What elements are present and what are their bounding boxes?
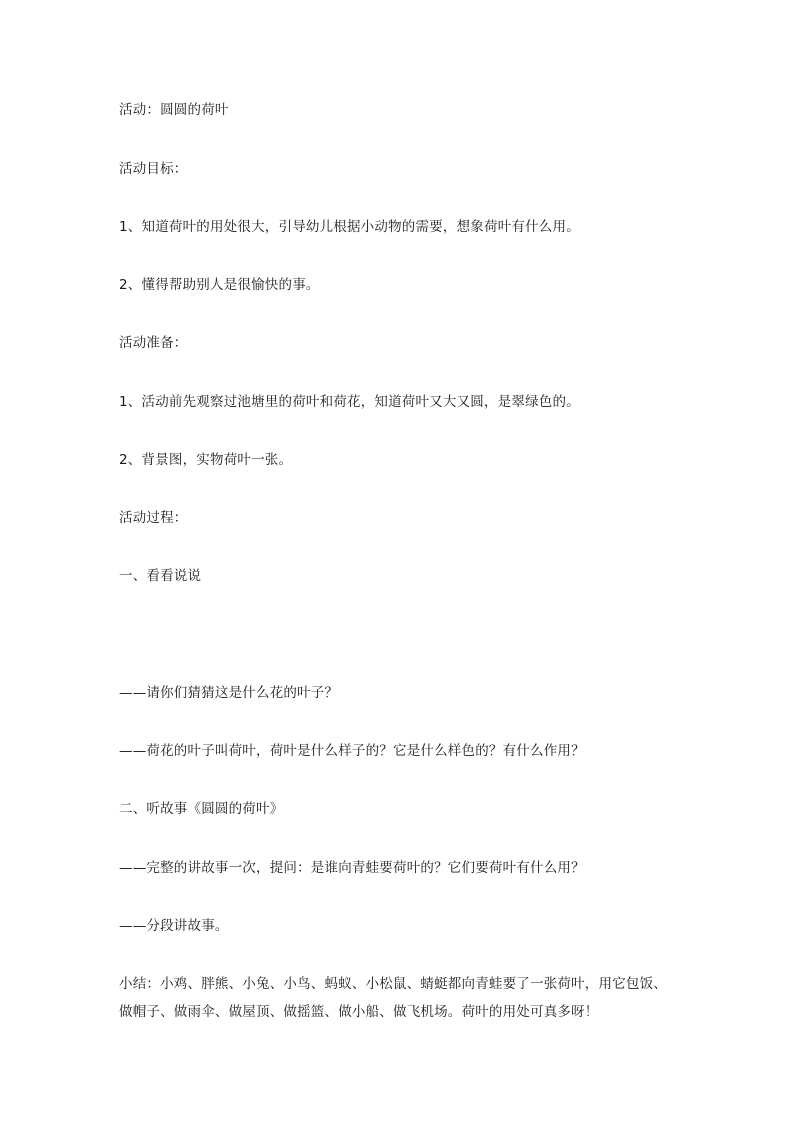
step-2-question-2: ——分段讲故事。 (119, 918, 229, 934)
goal-item-2: 2、懂得帮助别人是很愉快的事。 (119, 277, 320, 293)
step-2-heading: 二、听故事《圆圆的荷叶》 (119, 801, 284, 817)
goal-item-1: 1、知道荷叶的用处很大，引导幼儿根据小动物的需要，想象荷叶有什么用。 (119, 219, 580, 235)
step-1-question-1: ——请你们猜猜这是什么花的叶子？ (119, 685, 339, 701)
process-heading: 活动过程： (119, 510, 188, 526)
step-1-heading: 一、看看说说 (119, 568, 202, 584)
goals-heading: 活动目标： (119, 161, 188, 177)
summary-paragraph (119, 970, 679, 1026)
summary-line-1: 小结：小鸡、胖熊、小兔、小鸟、蚂蚁、小松鼠、蜻蜓都向青蛙要了一张荷叶，用它包饭、 (119, 976, 667, 992)
document-title: 活动：圆圆的荷叶 (119, 102, 229, 118)
prep-item-2: 2、背景图，实物荷叶一张。 (119, 452, 293, 468)
step-2-question-1: ——完整的讲故事一次，提问：是谁向青蛙要荷叶的？它们要荷叶有什么用？ (119, 860, 585, 876)
prep-heading: 活动准备： (119, 335, 188, 351)
summary-line-2: 做帽子、做雨伞、做屋顶、做摇篮、做小船、做飞机场。荷叶的用处可真多呀！ (119, 1004, 599, 1020)
step-1-question-2: ——荷花的叶子叫荷叶，荷叶是什么样子的？它是什么样色的？有什么作用？ (119, 743, 585, 759)
prep-item-1: 1、活动前先观察过池塘里的荷叶和荷花，知道荷叶又大又圆，是翠绿色的。 (119, 394, 580, 410)
